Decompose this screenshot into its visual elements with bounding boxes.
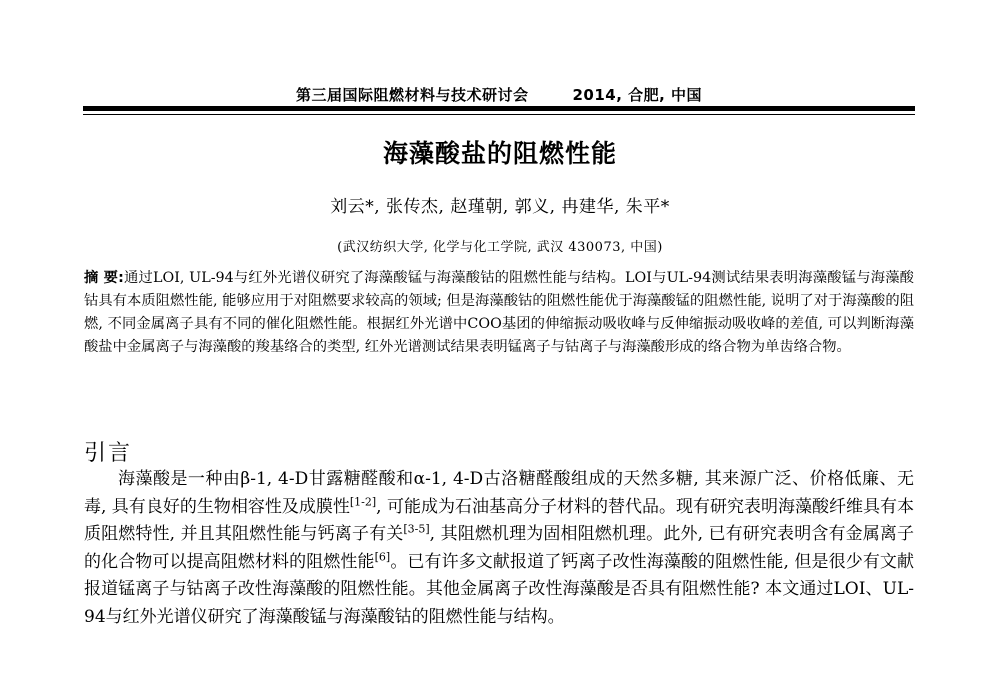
- introduction-paragraph: [84, 466, 914, 631]
- running-header: [83, 84, 915, 105]
- header-rule-thin: [83, 114, 915, 115]
- abstract: [84, 267, 914, 359]
- introduction-body: [84, 466, 914, 631]
- citation-ref-6: [6]: [374, 549, 391, 563]
- conference-name: 第三届国际阻燃材料与技术研讨会: [295, 86, 529, 104]
- paper-title: 海藻酸盐的阻燃性能: [382, 139, 617, 168]
- citation-ref-3-5: [3-5]: [403, 522, 430, 536]
- intro-text-1: 海藻酸是一种由β-1, 4-D甘露糖醛酸和α-1, 4-D古洛糖醛酸组成的天然多糖, 其来源广泛、价格低廉、无毒, 具有良好的生物相容性及成膜性: [84, 469, 914, 517]
- author-list: 刘云*, 张传杰, 赵瑾朝, 郭义, 冉建华, 朱平*: [330, 197, 670, 217]
- abstract-text: 通过LOI, UL-94与红外光谱仪研究了海藻酸锰与海藻酸钴的阻燃性能与结构。LOI与UL-94测试结果表明海藻酸锰与海藻酸钴具有本质阻燃性能, 能够应用于对阻燃要求较高的领域; 但是海藻酸钴的阻燃性能优于海藻酸锰的阻燃性能, 说明了对于海藻酸的阻燃, 不同金属离子具有不同的催化阻燃性能。根据红外光谱中COO基团的伸缩振动吸收峰与反伸缩振动吸收峰的差值, 可以判断海藻酸盐中金属离子与海藻酸的羧基络合的类型, 红外光谱测试结果表明锰离子与钴离子与海藻酸形成的络合物为单齿络合物。: [84, 270, 914, 355]
- conference-date-place: 2014, 合肥, 中国: [572, 86, 703, 104]
- header-rule-thick: [83, 106, 915, 111]
- section-heading-introduction: 引言: [84, 441, 133, 466]
- affiliation: (武汉纺织大学, 化学与化工学院, 武汉 430073, 中国): [337, 240, 663, 255]
- intro-text-2: , 可能成为石油基高分子材料的替代品。现有研究表明海藻酸纤维具有本质阻燃特性, 并且其阻燃性能与钙离子有关: [84, 496, 914, 544]
- abstract-label: 摘 要:: [84, 270, 124, 286]
- intro-text-3: , 其阻燃机理为固相阻燃机理。此外, 已有研究表明含有金属离子的化合物可以提高阻燃材料的阻燃性能: [84, 524, 914, 572]
- citation-ref-1-2: [1-2]: [349, 494, 377, 508]
- intro-text-4: 。已有许多文献报道了钙离子改性海藻酸的阻燃性能, 但是很少有文献报道锰离子与钴离子改性海藻酸的阻燃性能。其他金属离子改性海藻酸是否具有阻燃性能? 本文通过LOI、UL-94与红外光谱仪研究了海藻酸锰与海藻酸钴的阻燃性能与结构。: [84, 551, 915, 627]
